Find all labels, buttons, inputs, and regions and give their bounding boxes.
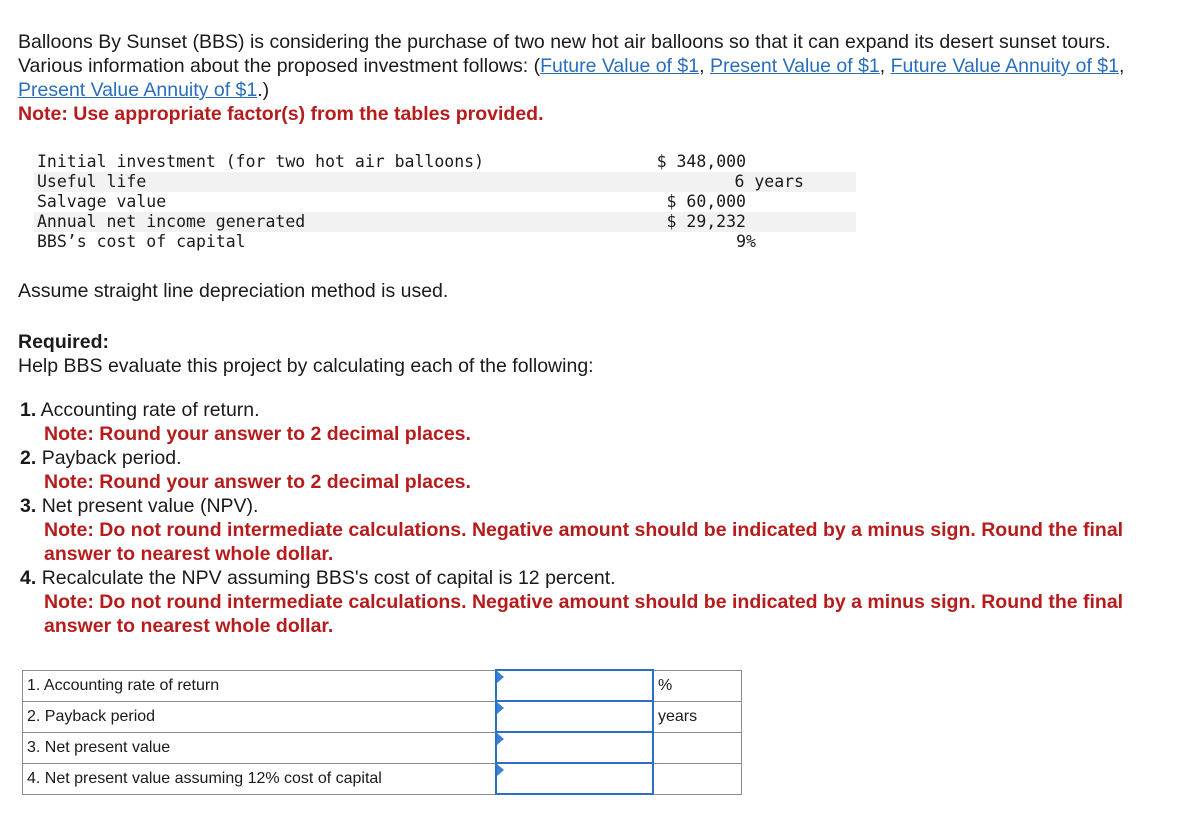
cell-marker-icon	[497, 671, 504, 683]
answer-label: 1. Accounting rate of return	[23, 670, 497, 701]
answer-unit: %	[653, 670, 742, 701]
answer-cell	[496, 763, 653, 794]
given-label: Useful life	[34, 172, 648, 192]
item-note: Note: Do not round intermediate calculations. Negative amount should be indicated by a minus sign. Round the final answer to nearest whole dollar.	[44, 591, 1124, 637]
answer-unit: years	[653, 701, 742, 732]
table-row	[23, 732, 742, 763]
link-present-value-annuity[interactable]: Present Value Annuity of $1	[18, 79, 258, 101]
list-item	[20, 494, 1140, 566]
separator: ,	[699, 55, 710, 77]
cell-marker-icon	[497, 733, 504, 745]
answer-unit	[653, 732, 742, 763]
answer-cell	[496, 701, 653, 732]
given-value: $ 29,232	[648, 212, 856, 232]
given-value: $ 60,000	[666, 192, 746, 211]
close-paren: .)	[257, 79, 270, 101]
given-data-table	[34, 152, 856, 252]
item-note: Note: Round your answer to 2 decimal places.	[44, 423, 471, 445]
item-number: 2.	[20, 447, 37, 469]
item-number: 1.	[20, 399, 37, 421]
item-note: Note: Round your answer to 2 decimal places.	[44, 471, 471, 493]
answer-cell	[496, 670, 653, 701]
problem-intro	[18, 30, 1158, 126]
list-item	[20, 398, 1140, 446]
cell-marker-icon	[497, 764, 504, 776]
requirements-list	[20, 398, 1140, 638]
accounting-rate-of-return-input[interactable]	[497, 672, 652, 699]
link-present-value[interactable]: Present Value of $1	[709, 55, 880, 77]
payback-period-input[interactable]	[497, 703, 652, 730]
item-text: Accounting rate of return.	[40, 399, 260, 421]
table-row	[23, 701, 742, 732]
required-text: Help BBS evaluate this project by calculating each of the following:	[18, 355, 594, 377]
item-number: 3.	[20, 495, 37, 517]
intro-note: Note: Use appropriate factor(s) from the tables provided.	[18, 103, 544, 125]
separator: ,	[879, 55, 891, 77]
net-present-value-input[interactable]	[497, 734, 652, 761]
list-item	[20, 446, 1140, 494]
required-heading: Required:	[18, 331, 110, 353]
cell-marker-icon	[497, 702, 504, 714]
given-row	[34, 212, 856, 232]
item-text: Recalculate the NPV assuming BBS's cost of capital is 12 percent.	[41, 567, 616, 589]
given-label: Salvage value	[37, 192, 167, 211]
table-row	[23, 763, 742, 794]
assumption-text: Assume straight line depreciation method is used.	[18, 280, 449, 302]
given-value: $ 348,000	[656, 152, 746, 171]
answer-table	[22, 669, 742, 795]
item-text: Payback period.	[41, 447, 182, 469]
given-value: 6 years	[648, 172, 856, 192]
given-label: BBS’s cost of capital	[37, 232, 246, 251]
intro-text: Balloons By Sunset (BBS) is considering the purchase of two new hot air balloons so that it can expand its desert sunset tours. Various information about the proposed investment follows: (	[18, 31, 1111, 77]
given-row	[34, 172, 856, 192]
given-value: 9%	[736, 232, 756, 251]
answer-label: 4. Net present value assuming 12% cost of capital	[23, 763, 497, 794]
list-item	[20, 566, 1140, 638]
link-future-value[interactable]: Future Value of $1	[540, 55, 700, 77]
given-label: Initial investment (for two hot air balloons)	[37, 152, 485, 171]
given-row	[34, 232, 856, 252]
given-row	[34, 152, 856, 172]
required-section	[18, 330, 594, 378]
link-future-value-annuity[interactable]: Future Value Annuity of $1	[890, 55, 1119, 77]
given-row	[34, 192, 856, 212]
answer-label: 3. Net present value	[23, 732, 497, 763]
answer-unit	[653, 763, 742, 794]
npv-12-percent-input[interactable]	[497, 765, 652, 792]
answer-label: 2. Payback period	[23, 701, 497, 732]
answer-cell	[496, 732, 653, 763]
item-text: Net present value (NPV).	[41, 495, 259, 517]
table-row	[23, 670, 742, 701]
given-label: Annual net income generated	[34, 212, 648, 232]
item-number: 4.	[20, 567, 37, 589]
separator: ,	[1119, 55, 1125, 77]
item-note: Note: Do not round intermediate calculations. Negative amount should be indicated by a minus sign. Round the final answer to nearest whole dollar.	[44, 519, 1124, 565]
